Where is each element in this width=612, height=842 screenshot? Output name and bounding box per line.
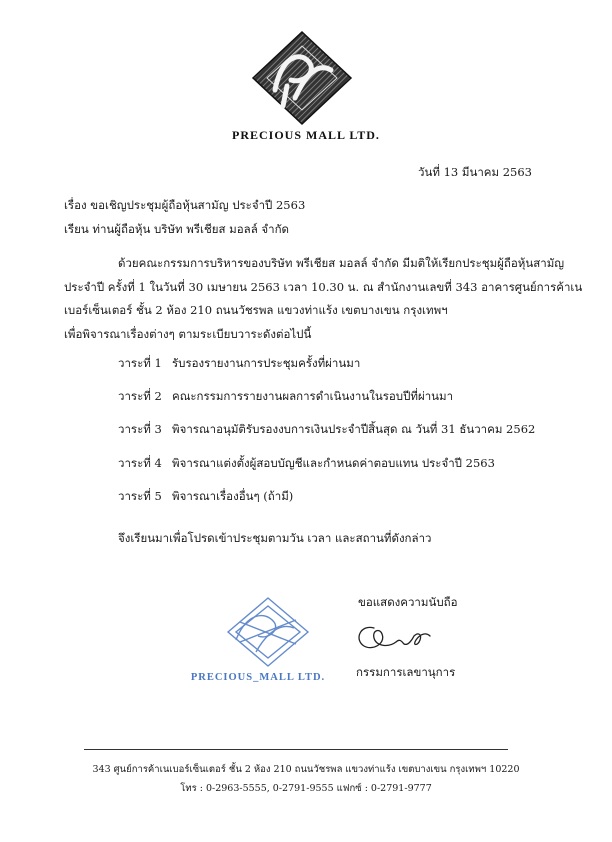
agenda-number: วาระที่ 5 bbox=[118, 489, 162, 503]
agenda-text: รับรองรายงานการประชุมครั้งที่ผ่านมา bbox=[172, 356, 361, 370]
company-stamp bbox=[190, 592, 350, 692]
subject-line: เรื่อง ขอเชิญประชุมผู้ถือหุ้นสามัญ ประจำปี 2563 bbox=[64, 198, 306, 212]
agenda-text: พิจารณาอนุมัติรับรองงบการเงินประจำปีสิ้นสุด ณ วันที่ 31 ธันวาคม 2562 bbox=[172, 422, 536, 436]
letter-date: วันที่ 13 มีนาคม 2563 bbox=[418, 165, 532, 179]
footer-divider bbox=[84, 749, 508, 750]
agenda-number: วาระที่ 3 bbox=[118, 422, 162, 436]
footer-phone: โทร : 0-2963-5555, 0-2791-9555 แฟกซ์ : 0-2791-9777 bbox=[180, 783, 432, 794]
body-line-3: เบอร์เซ็นเตอร์ ชั้น 2 ห้อง 210 ถนนวัชรพล แขวงท่าแร้ง เขตบางเขน กรุงเทพฯ bbox=[64, 303, 448, 317]
salutation: ขอแสดงความนับถือ bbox=[358, 595, 458, 609]
closing-line: จึงเรียนมาเพื่อโปรดเข้าประชุมตามวัน เวลา และสถานที่ดังกล่าว bbox=[118, 531, 432, 545]
body-line-4: เพื่อพิจารณาเรื่องต่างๆ ตามระเบียบวาระดังต่อไปนี้ bbox=[64, 327, 312, 341]
recipient-line: เรียน ท่านผู้ถือหุ้น บริษัท พรีเชียส มอลล์ จำกัด bbox=[64, 222, 290, 236]
agenda-number: วาระที่ 2 bbox=[118, 389, 162, 403]
stamp-text: PRECIOUS_MALL LTD. bbox=[190, 672, 326, 683]
letterhead bbox=[232, 28, 380, 150]
agenda-text: พิจารณาแต่งตั้งผู้สอบบัญชีและกำหนดค่าตอบแทน ประจำปี 2563 bbox=[172, 456, 495, 470]
agenda-number: วาระที่ 1 bbox=[118, 356, 162, 370]
signatory-title: กรรมการเลขานุการ bbox=[356, 665, 456, 679]
signature-icon bbox=[352, 618, 442, 654]
agenda-number: วาระที่ 4 bbox=[118, 456, 162, 470]
pm-monogram-diamond-icon bbox=[247, 28, 357, 128]
agenda-text: คณะกรรมการรายงานผลการดำเนินงานในรอบปีที่ผ่านมา bbox=[172, 389, 454, 403]
body-line-2: ประจำปี ครั้งที่ 1 ในวันที่ 30 เมษายน 2563 เวลา 10.30 น. ณ สำนักงานเลขที่ 343 อาคารศูนย์การค้าเน bbox=[64, 280, 583, 294]
company-name: PRECIOUS MALL LTD. bbox=[232, 128, 380, 142]
body-line-1: ด้วยคณะกรรมการบริหารของบริษัท พรีเชียส มอลล์ จำกัด มีมติให้เรียกประชุมผู้ถือหุ้นสามัญ bbox=[118, 256, 565, 270]
agenda-text: พิจารณาเรื่องอื่นๆ (ถ้ามี) bbox=[172, 489, 294, 503]
footer-address: 343 ศูนย์การค้าเนเบอร์เซ็นเตอร์ ชั้น 2 ห้อง 210 ถนนวัชรพล แขวงท่าแร้ง เขตบางเขน กรุงเทพฯ 10220 bbox=[92, 764, 520, 775]
